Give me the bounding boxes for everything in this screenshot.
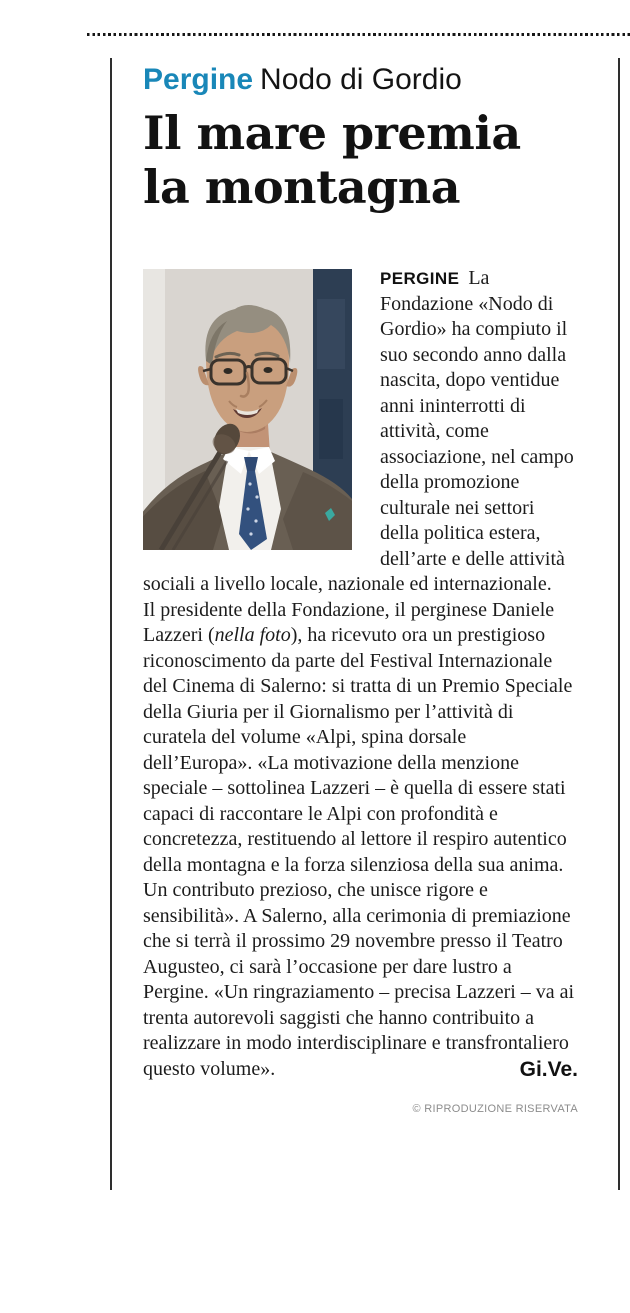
paragraph-2-photo-reference: nella foto (214, 624, 291, 646)
kicker-location: Pergine (143, 63, 254, 96)
copyright-notice: © RIPRODUZIONE RISERVATA (412, 1102, 578, 1115)
column-rule-right (618, 58, 620, 1190)
headline: Il mare premia la montagna (143, 106, 521, 214)
column-rule-left (110, 58, 112, 1190)
paragraph-2-part2: ), ha ricevuto ora un prestigioso riconoscimento da parte del Festival Internazionale del Cinema di Salerno: si tratta di un Premio Speciale della Giuria per il Giornalismo per l’attività di curatela del volume «Alpi, spina dorsale dell’Europa». «La motivazione della menzione speciale – sottolinea Lazzeri – è quella di essere stati capaci di raccontare le Alpi con profondità e concretezza, restituendo al lettore il respiro autentico della montagna e la forza silenziosa della sua anima. Un contributo prezioso, che unisce rigore e sensibilità». A Salerno, alla cerimonia di premiazione che si terrà il prossimo 29 novembre presso il Teatro Augusteo, ci sarà l’occasione per dare lustro a Pergine. «Un ringraziamento – precisa Lazzeri – va ai trenta autorevoli saggisti che hanno contribuito a realizzare in modo interdisciplinare e transfrontaliero questo volume». (143, 624, 575, 1080)
paragraph-2 (143, 598, 578, 1083)
article-body (143, 266, 578, 1122)
lead-location-label: PERGINE (380, 269, 460, 288)
paragraph-2-part1: Il presidente della Fondazione, il perginese Daniele Lazzeri ( (143, 598, 555, 646)
byline: Gi.Ve. (519, 1058, 578, 1081)
kicker (143, 62, 578, 98)
portrait-photo-illustration (143, 269, 352, 550)
top-dotted-divider (87, 33, 630, 36)
article-photo (143, 269, 352, 550)
article (143, 60, 578, 1122)
kicker-topic: Nodo di Gordio (260, 63, 462, 96)
paragraph-1-text: La Fondazione «Nodo di Gordio» ha compiuto il suo secondo anno dalla nascita, dopo ventidue anni ininterrotti di attività, come associazione, nel campo della promozione culturale nei settori della politica estera, dell’arte e delle attività sociali a livello locale, nazionale ed internazionale. (143, 267, 574, 595)
